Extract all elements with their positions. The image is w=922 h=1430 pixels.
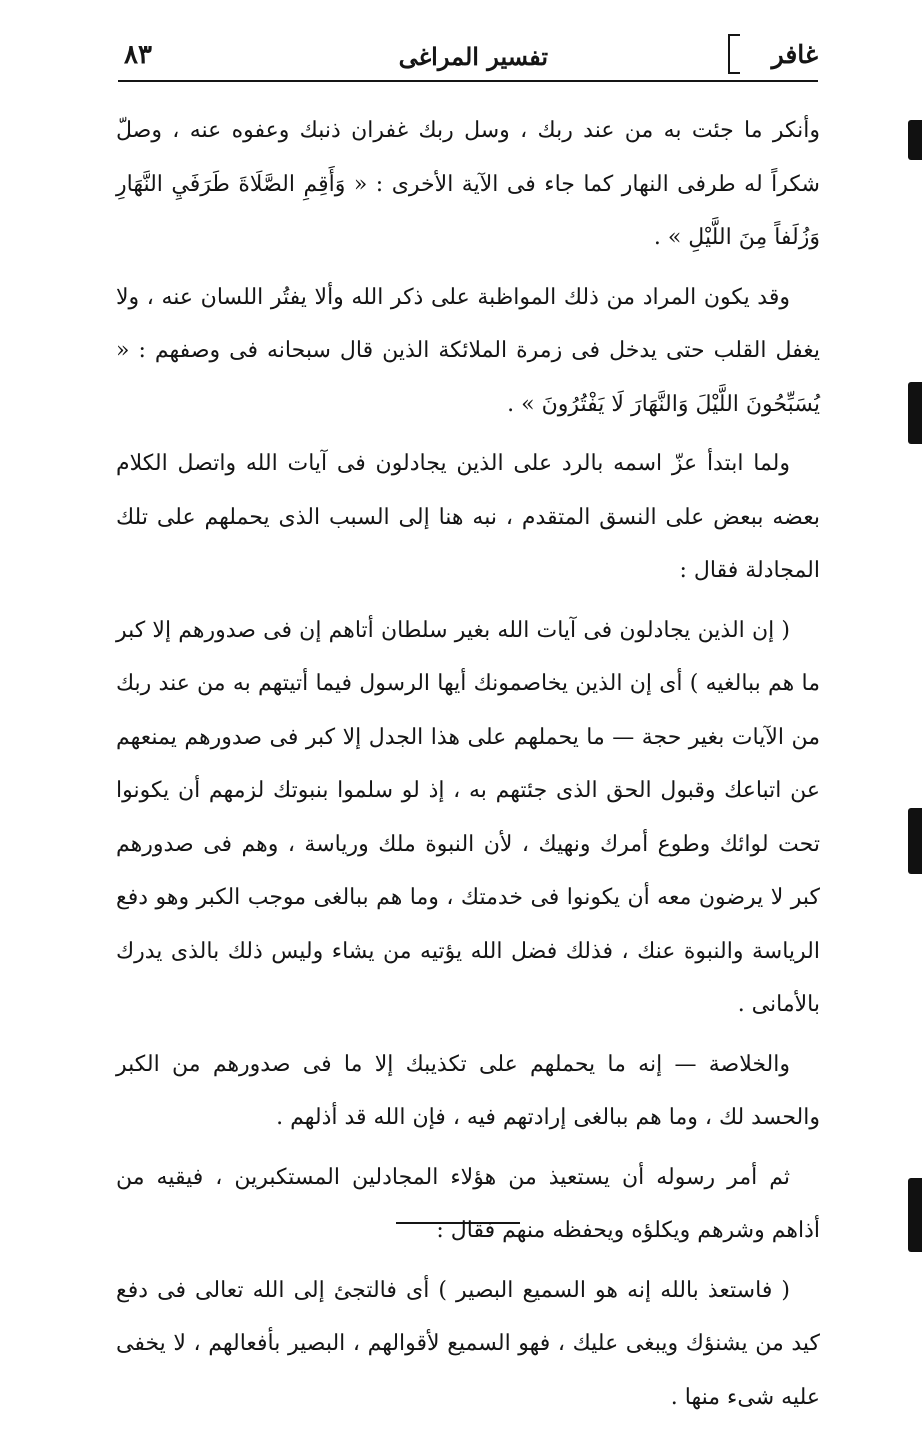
paragraph: وأنكر ما جئت به من عند ربك ، وسل ربك غفران ذنبك وعفوه عنه ، وصلّ شكراً له طرفى النهار كما جاء فى الآية الأخرى : « وَأَقِمِ الصَّلَاةَ طَرَفَيِ النَّهَارِ وَزُلَفاً مِنَ اللَّيْلِ » . — [116, 118, 820, 250]
scan-margin-mark — [908, 120, 922, 160]
scan-margin-mark — [908, 382, 922, 444]
page-header — [118, 34, 818, 84]
paragraph: ولما ابتدأ عزّ اسمه بالرد على الذين يجادلون فى آيات الله واتصل الكلام بعضه ببعض على النسق المتقدم ، نبه هنا إلى السبب الذى يحملهم على تلك المجادلة فقال : — [116, 451, 820, 583]
paragraph: ( إن الذين يجادلون فى آيات الله بغير سلطان أتاهم إن فى صدورهم إلا كبر ما هم ببالغيه ) أى إن الذين يخاصمونك أيها الرسول فيما أتيتهم به من عند ربك من الآيات بغير حجة — ما يحملهم على هذا الجدل إلا كبر فى صدورهم يمنعهم عن اتباعك وقبول الحق الذى جئتهم به ، إذ لو سلموا بنبوتك لزمهم أن يكونوا تحت لوائك وطوع أمرك ونهيك ، لأن النبوة ملك ورياسة ، وهم فى صدورهم كبر لا يرضون معه أن يكونوا فى خدمتك ، وما هم ببالغى موجب الكبر وهو دفع الرياسة والنبوة عنك ، فذلك فضل الله يؤتيه من يشاء وليس ذلك بالذى يدرك بالأمانى . — [116, 617, 820, 1017]
paragraph: والخلاصة — إنه ما يحملهم على تكذيبك إلا ما فى صدورهم من الكبر والحسد لك ، وما هم ببالغى إرادتهم فيه ، فإن الله قد أذلهم . — [116, 1051, 820, 1130]
header-rule — [118, 80, 818, 82]
footer-rule — [396, 1222, 520, 1224]
body-text — [116, 104, 820, 1430]
paragraph: ثم أمر رسوله أن يستعيذ من هؤلاء المجادلين المستكبرين ، فيقيه من أذاهم وشرهم ويكلؤه ويحفظه منهم فقال : — [116, 1164, 820, 1243]
scan-margin-mark — [908, 808, 922, 874]
book-title: تفسير المراغى — [398, 42, 548, 71]
scan-margin-mark — [908, 1178, 922, 1252]
paragraph: وقد يكون المراد من ذلك المواظبة على ذكر الله وألا يفتُر اللسان عنه ، ولا يغفل القلب حتى يدخل فى زمرة الملائكة الذين قال سبحانه فى وصفهم : « يُسَبِّحُونَ اللَّيْلَ وَالنَّهَارَ لَا يَفْتُرُونَ » . — [116, 284, 820, 417]
surah-name: غافر — [771, 40, 818, 69]
page-number: ٨٣ — [124, 40, 152, 70]
header-bracket — [728, 34, 740, 74]
paragraph: ( فاستعذ بالله إنه هو السميع البصير ) أى فالتجئ إلى الله تعالى فى دفع كيد من يشنؤك ويبغى عليك ، فهو السميع لأقوالهم ، البصير بأفعالهم ، لا يخفى عليه شىء منها . — [116, 1277, 820, 1410]
